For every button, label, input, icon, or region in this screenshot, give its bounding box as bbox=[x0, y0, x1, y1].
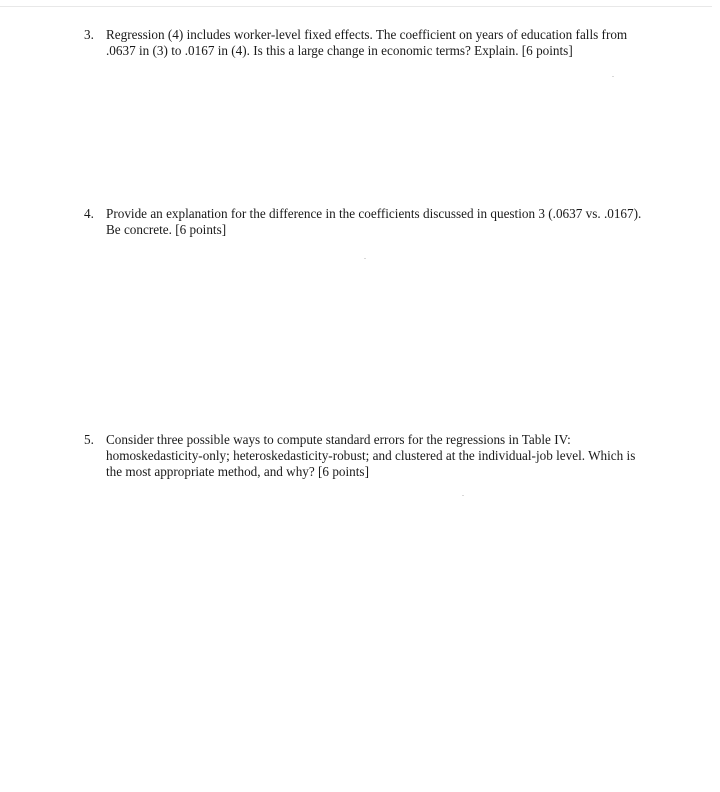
question-4 bbox=[84, 206, 654, 238]
question-3-number: 3. bbox=[84, 27, 94, 42]
page-top-edge bbox=[0, 0, 712, 7]
question-5 bbox=[84, 432, 654, 480]
question-3 bbox=[84, 27, 654, 59]
question-4-text: Provide an explanation for the difference in the coefficients discussed in question 3 (.0637 vs. .0167). Be concrete. [6 points] bbox=[106, 206, 642, 237]
scan-speck bbox=[364, 258, 366, 259]
scan-speck bbox=[462, 495, 464, 496]
question-3-text: Regression (4) includes worker-level fixed effects. The coefficient on years of education falls from .0637 in (3) to .0167 in (4). Is this a large change in economic terms? Explain. [6 points] bbox=[106, 27, 628, 58]
scan-speck bbox=[612, 76, 614, 77]
question-5-text: Consider three possible ways to compute standard errors for the regressions in Table IV: homoskedasticity-only; heteroskedasticity-robust; and clustered at the individual-job level. Which is the most appropriate method, and why? [6 points] bbox=[106, 432, 636, 479]
question-5-number: 5. bbox=[84, 432, 94, 447]
question-4-number: 4. bbox=[84, 206, 94, 221]
